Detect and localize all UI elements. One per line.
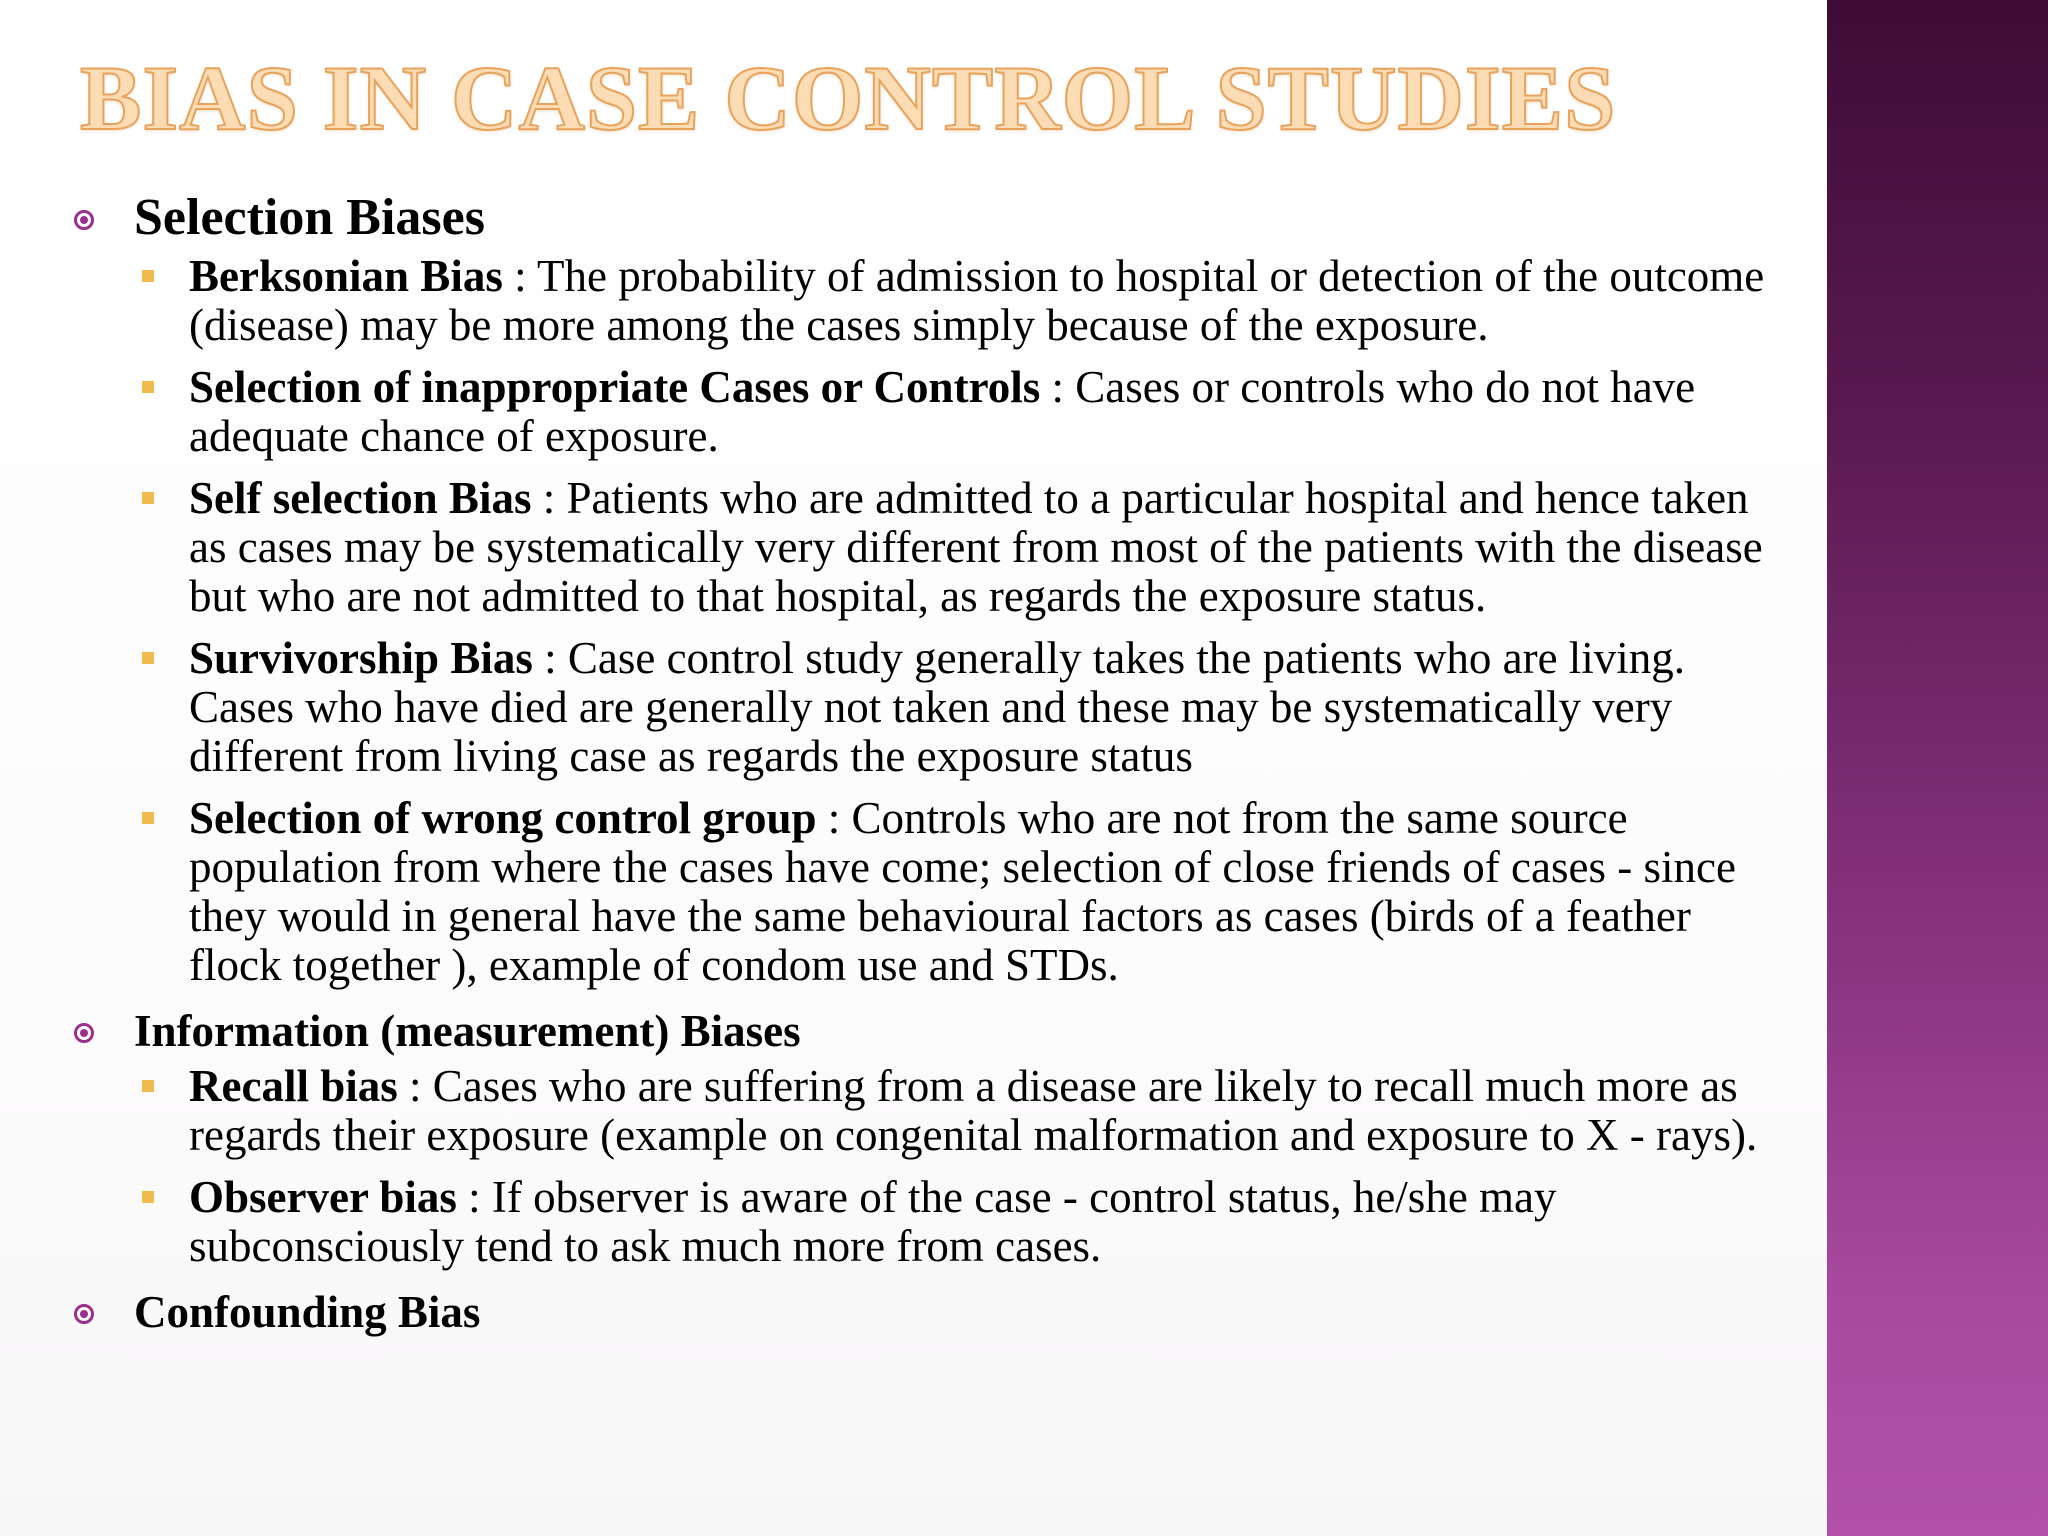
circled-dot-bullet-icon <box>74 1023 94 1043</box>
square-bullet-icon <box>142 492 154 504</box>
section-confounding-bias <box>70 1285 1790 1339</box>
term-description: : Cases who are suffering from a disease are likely to recall much more as regards their exposure (example on congenital malformation and exposure to X - rays). <box>189 1061 1758 1160</box>
term-label: Selection of wrong control group <box>189 793 817 843</box>
list-item-berksonian-bias <box>70 252 1790 350</box>
term-description: : Patients who are admitted to a particular hospital and hence taken as cases may be systematically very different from most of the patients with the disease but who are not admitted to that hospital, as regards the exposure status. <box>189 473 1763 621</box>
section-information-biases <box>70 1004 1790 1058</box>
term-description: : If observer is aware of the case - control status, he/she may subconsciously tend to ask much more from cases. <box>189 1172 1557 1271</box>
list-item-wrong-control-group <box>70 794 1790 990</box>
list-item-observer-bias <box>70 1173 1790 1271</box>
list-item-survivorship-bias <box>70 634 1790 781</box>
section-heading: Selection Biases <box>134 189 485 246</box>
circled-dot-bullet-icon <box>74 1304 94 1324</box>
circled-dot-bullet-icon <box>74 210 94 230</box>
term-label: Self selection Bias <box>189 473 532 523</box>
square-bullet-icon <box>142 652 154 664</box>
slide-title: BIAS IN CASE CONTROL STUDIES <box>80 47 1617 149</box>
square-bullet-icon <box>142 381 154 393</box>
term-description: : Case control study generally takes the patients who are living. Cases who have died are generally not taken and these may be systematically very different from living case as regards the exposure status <box>189 633 1686 781</box>
term-label: Selection of inappropriate Cases or Controls <box>189 362 1041 412</box>
term-label: Survivorship Bias <box>189 633 533 683</box>
list-item-self-selection-bias <box>70 474 1790 621</box>
term-label: Berksonian Bias <box>189 251 503 301</box>
square-bullet-icon <box>142 270 154 282</box>
square-bullet-icon <box>142 1080 154 1092</box>
term-description: : Cases or controls who do not have adequate chance of exposure. <box>189 362 1696 461</box>
term-label: Observer bias <box>189 1172 457 1222</box>
section-heading: Information (measurement) Biases <box>134 1006 801 1056</box>
section-heading: Confounding Bias <box>134 1287 481 1337</box>
term-description: : Controls who are not from the same source population from where the cases have come; selection of close friends of cases - since they would in general have the same behavioural factors as cases (birds of a feather flock together ), example of condom use and STDs. <box>189 793 1736 990</box>
decorative-side-band <box>1827 0 2048 1536</box>
square-bullet-icon <box>142 1191 154 1203</box>
term-description: : The probability of admission to hospital or detection of the outcome (disease) may be more among the cases simply because of the exposure. <box>189 251 1765 350</box>
bullet-list <box>70 188 1790 1339</box>
list-item-inappropriate-cases-controls <box>70 363 1790 461</box>
list-item-recall-bias <box>70 1062 1790 1160</box>
term-label: Recall bias <box>189 1061 398 1111</box>
square-bullet-icon <box>142 812 154 824</box>
section-selection-biases <box>70 188 1790 248</box>
